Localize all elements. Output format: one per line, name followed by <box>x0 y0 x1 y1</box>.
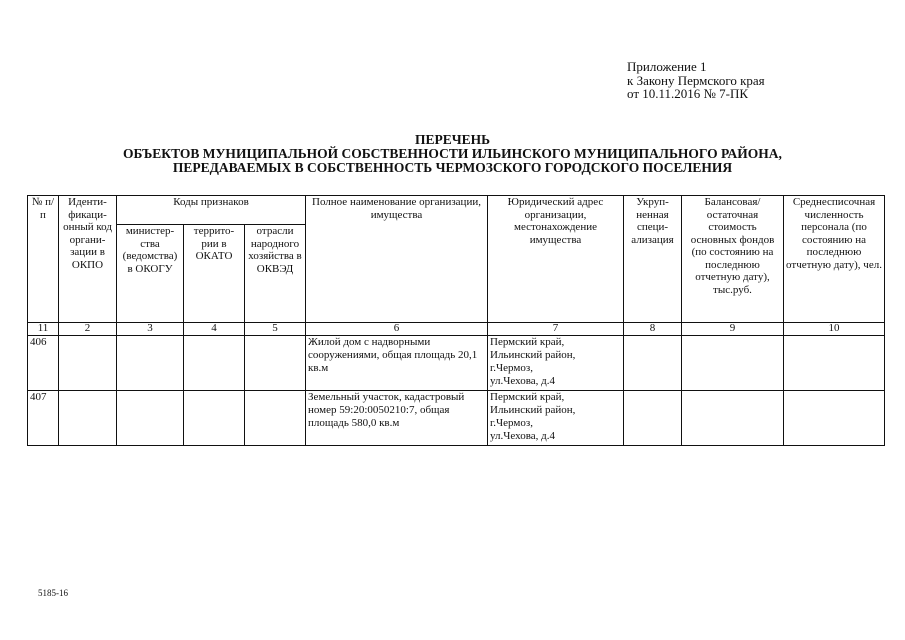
row-address <box>488 391 624 446</box>
address-line: Ильинский район, <box>490 404 576 416</box>
column-number: 2 <box>59 323 117 336</box>
column-number: 11 <box>28 323 59 336</box>
address-line: Пермский край, <box>490 336 565 348</box>
title-line-2: ОБЪЕКТОВ МУНИЦИПАЛЬНОЙ СОБСТВЕННОСТИ ИЛЬИНСКОГО МУНИЦИПАЛЬНОГО РАЙОНА, <box>123 146 782 161</box>
column-number: 4 <box>184 323 245 336</box>
document-code: 5185-16 <box>38 588 68 598</box>
property-table <box>27 195 885 446</box>
title-line-3: ПЕРЕДАВАЕМЫХ В СОБСТВЕННОСТЬ ЧЕРМОЗСКОГО ГОРОДСКОГО ПОСЕЛЕНИЯ <box>172 160 733 175</box>
address-line: Пермский край, <box>490 391 565 403</box>
header-specialization: Укруп-ненная специ-ализация <box>624 196 682 323</box>
column-number: 3 <box>117 323 184 336</box>
header-address: Юридический адрес организации, местонахождение имущества <box>488 196 624 323</box>
address-line: ул.Чехова, д.4 <box>490 375 556 387</box>
row-number: 407 <box>28 391 59 446</box>
header-okogu: министер-ства (ведомства) в ОКОГУ <box>117 225 184 323</box>
header-staff: Среднесписочная численность персонала (по состоянию на последнюю отчетную дату), чел. <box>784 196 885 323</box>
header-num: № п/п <box>28 196 59 323</box>
column-number: 5 <box>245 323 306 336</box>
column-number: 7 <box>488 323 624 336</box>
header-balance: Балансовая/ остаточная стоимость основных фондов (по состоянию на последнюю отчетную дату), тыс.руб. <box>682 196 784 323</box>
appendix-line-2: к Закону Пермского края <box>627 72 765 88</box>
header-okpo: Иденти-фикаци-онный код органи-зации в ОКПО <box>59 196 117 323</box>
address-line: г.Чермоз, <box>490 417 533 429</box>
address-line: ул.Чехова, д.4 <box>490 430 556 442</box>
address-line: г.Чермоз, <box>490 362 533 374</box>
header-okved: отрасли народного хозяйства в ОКВЭД <box>245 225 306 323</box>
document-title <box>0 133 905 175</box>
column-number-row <box>28 323 885 336</box>
table-row <box>28 336 885 391</box>
column-number: 8 <box>624 323 682 336</box>
appendix-note <box>627 60 897 101</box>
appendix-line-1: Приложение 1 <box>627 59 707 74</box>
appendix-line-3: от 10.11.2016 № 7-ПК <box>627 86 749 101</box>
column-number: 6 <box>306 323 488 336</box>
row-name: Жилой дом с надворными сооружениями, общая площадь 20,1 кв.м <box>306 336 488 391</box>
title-line-1: ПЕРЕЧЕНЬ <box>414 132 491 147</box>
header-okato: террито-рии в ОКАТО <box>184 225 245 323</box>
table-row <box>28 391 885 446</box>
column-number: 9 <box>682 323 784 336</box>
row-name: Земельный участок, кадастровый номер 59:20:0050210:7, общая площадь 580,0 кв.м <box>306 391 488 446</box>
address-line: Ильинский район, <box>490 349 576 361</box>
column-number: 10 <box>784 323 885 336</box>
row-address <box>488 336 624 391</box>
row-number: 406 <box>28 336 59 391</box>
header-name: Полное наименование организации, имущества <box>306 196 488 323</box>
header-codes: Коды признаков <box>117 196 306 225</box>
